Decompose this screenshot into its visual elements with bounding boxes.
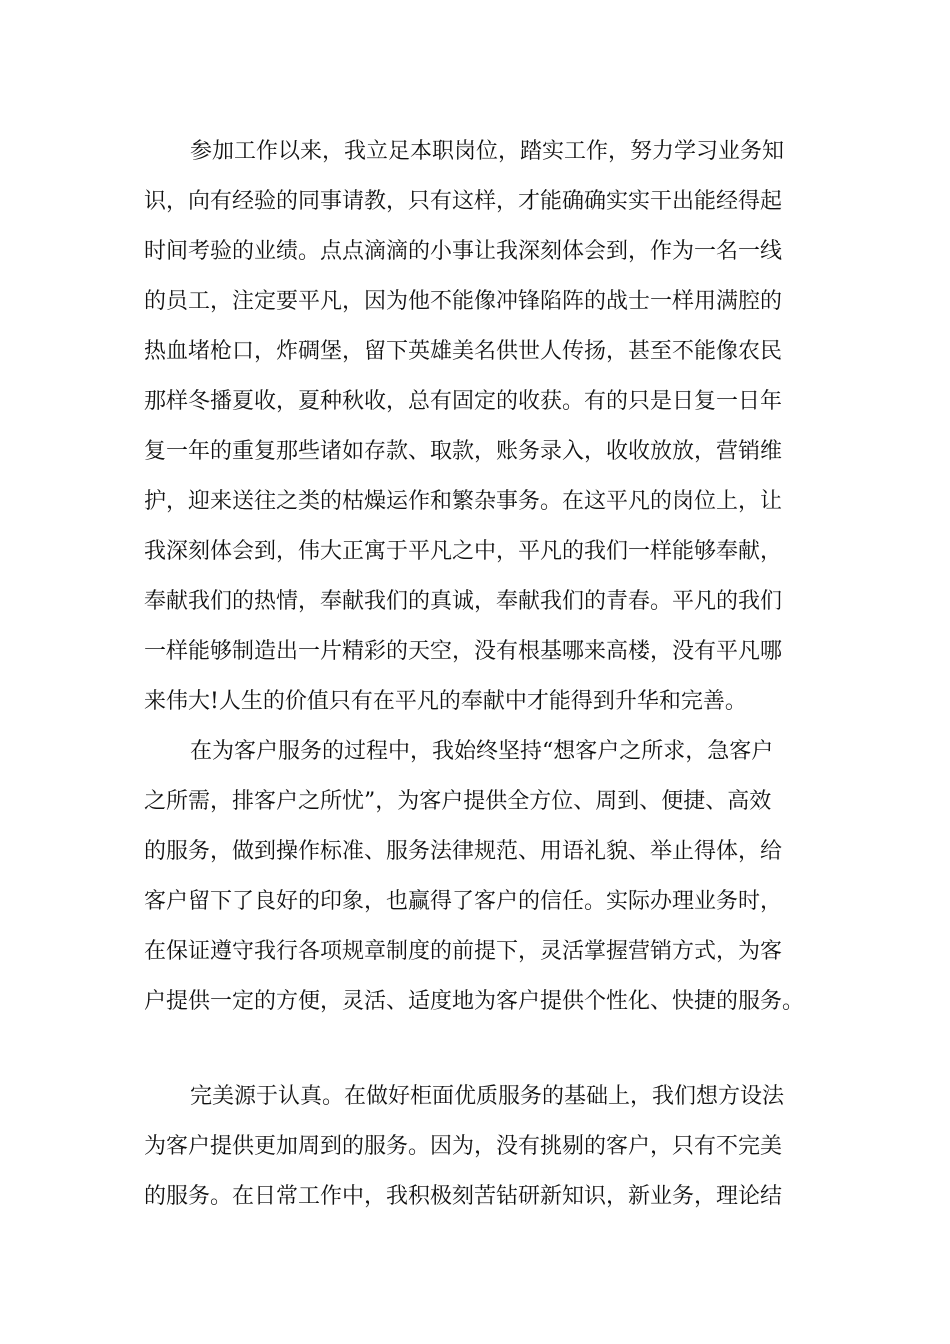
paragraph-line: 复一年的重复那些诸如存款、取款，账务录入，收收放放，营销维 — [144, 439, 783, 464]
paragraph-line: 那样冬播夏收，夏种秋收，总有固定的收获。有的只是日复一日年 — [144, 389, 783, 414]
paragraph-line: 之所需，排客户之所忧”，为客户提供全方位、周到、便捷、高效 — [144, 789, 772, 814]
paragraph-line: 为客户提供更加周到的服务。因为，没有挑剔的客户，只有不完美 — [144, 1134, 783, 1159]
paragraph-line: 参加工作以来，我立足本职岗位，踏实工作，努力学习业务知 — [190, 139, 785, 164]
paragraph-line: 护，迎来送往之类的枯燥运作和繁杂事务。在这平凡的岗位上，让 — [144, 489, 783, 514]
paragraph-line: 热血堵枪口，炸碉堡，留下英雄美名供世人传扬，甚至不能像农民 — [144, 339, 783, 364]
paragraph-line: 客户留下了良好的印象，也赢得了客户的信任。实际办理业务时， — [144, 889, 783, 914]
paragraph-line: 的员工，注定要平凡，因为他不能像冲锋陷阵的战士一样用满腔的 — [144, 289, 783, 314]
paragraph-line: 完美源于认真。在做好柜面优质服务的基础上，我们想方设法 — [190, 1084, 785, 1109]
paragraph-line: 奉献我们的热情，奉献我们的真诚，奉献我们的青春。平凡的我们 — [144, 589, 783, 614]
paragraph-line: 我深刻体会到，伟大正寓于平凡之中，平凡的我们一样能够奉献， — [144, 539, 783, 564]
paragraph-line: 识，向有经验的同事请教，只有这样，才能确确实实干出能经得起 — [144, 189, 783, 214]
paragraph-line: 的服务，做到操作标准、服务法律规范、用语礼貌、举止得体，给 — [144, 839, 783, 864]
paragraph-line: 时间考验的业绩。点点滴滴的小事让我深刻体会到，作为一名一线 — [144, 239, 783, 264]
paragraph-line: 户提供一定的方便，灵活、适度地为客户提供个性化、快捷的服务。 — [144, 989, 805, 1014]
paragraph-line: 在为客户服务的过程中，我始终坚持“想客户之所求，急客户 — [190, 739, 774, 764]
paragraph-line: 一样能够制造出一片精彩的天空，没有根基哪来高楼，没有平凡哪 — [144, 639, 783, 664]
paragraph-line: 的服务。在日常工作中，我积极刻苦钻研新知识，新业务，理论结 — [144, 1184, 783, 1209]
paragraph-line: 在保证遵守我行各项规章制度的前提下，灵活掌握营销方式，为客 — [144, 939, 783, 964]
paragraph-line: 来伟大!人生的价值只有在平凡的奉献中才能得到升华和完善。 — [144, 689, 747, 714]
